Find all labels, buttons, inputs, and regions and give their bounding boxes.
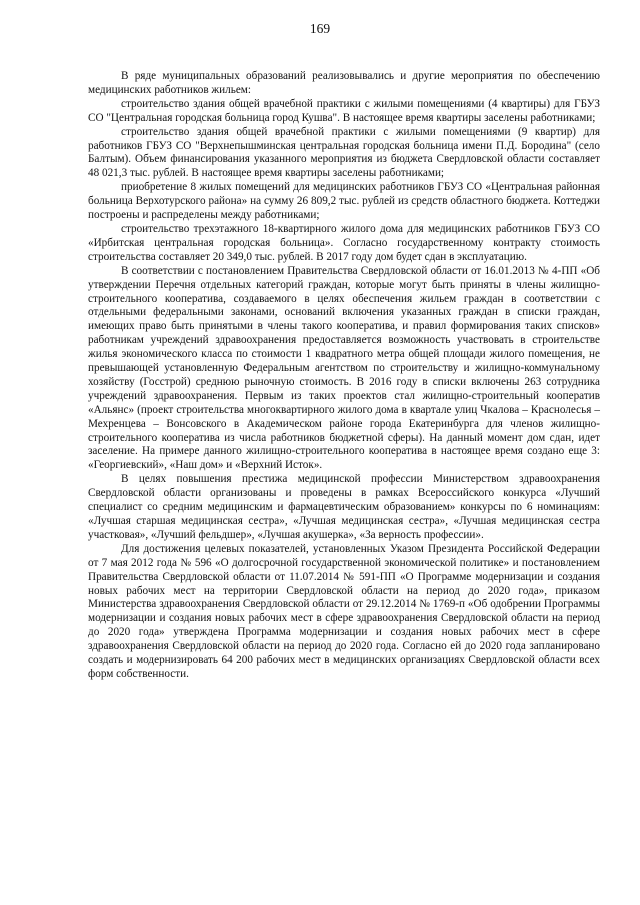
paragraph-kushva: строительство здания общей врачебной практики с жилыми помещениями (4 квартиры) для ГБУЗ СО "Центральная городская больница город Кушва". В настоящее время квартиры заселены работниками;: [88, 97, 600, 124]
paragraph-verkhoturye: приобретение 8 жилых помещений для медицинских работников ГБУЗ СО «Центральная районная больница Верхотурского района» на сумму 26 809,2 тыс. рублей из средств областного бюджета. Коттеджи построены и распределены между работниками;: [88, 181, 600, 222]
paragraph-housing-cooperative: В соответствии с постановлением Правительства Свердловской области от 16.01.2013 № 4-ПП «Об утверждении Перечня отдельных категорий граждан, которые могут быть приняты в члены жилищно-строительного кооператива, создаваемого в целях обеспечения жильем граждан в соответствии с отдельными федеральными законами, оснований включения указанных граждан в списки граждан, имеющих право быть принятыми в члены такого кооператива, и правил формирования таких списков» работникам учреждений здравоохранения предоставляется возможность участвовать в строительстве жилья экономического класса по стоимости 1 квадратного метра общей площади жилого помещения, не превышающей установленную Федеральным агентством по строительству и жилищно-коммунальному хозяйству (Госстрой) среднюю рыночную стоимость. В 2016 году в списки включены 263 сотрудника учреждений здравоохранения. Первым из таких проектов стал жилищно-строительный кооператив «Альянс» (проект строительства многоквартирного жилого дома в квартале улиц Чкалова – Краснолесья – Мехренцева – Вонсовского в Академическом районе города Екатеринбурга для членов жилищно-строительного кооператива из числа работников бюджетной сферы). На данный момент дом сдан, идет заселение. На примере данного жилищно-строительного кооператива в настоящее время создано еще 3: «Георгиевский», «Наш дом» и «Верхний Исток».: [88, 264, 600, 472]
paragraph-intro: В ряде муниципальных образований реализовывались и другие мероприятия по обеспечению медицинских работников жильем:: [88, 70, 600, 96]
paragraph-workplaces: Для достижения целевых показателей, установленных Указом Президента Российской Федерации от 7 мая 2012 года № 596 «О долгосрочной государственной экономической политике» и постановлением Правительства Свердловской области от 11.07.2014 № 591-ПП «О Программе модернизации и создания новых рабочих мест на территории Свердловской области на период до 2020 года», приказом Министерства здравоохранения Свердловской области от 29.12.2014 № 1769-п «Об одобрении Программы модернизации и создания новых рабочих мест в сфере здравоохранения Свердловской области на период до 2020 года» утверждена Программа модернизации и создания новых рабочих мест в сфере здравоохранения Свердловской области на период до 2020 года. Согласно ей до 2020 года запланировано создать и модернизировать 64 200 рабочих мест в медицинских организациях Свердловской области всех форм собственности.: [88, 542, 600, 680]
paragraph-baltym: строительство здания общей врачебной практики с жилыми помещениями (9 квартир) для работников ГБУЗ СО "Верхнепышминская центральная городская больница имени П.Д. Бородина" (село Балтым). Объем финансирования указанного мероприятия из бюджета Свердловской области составляет 48 021,3 тыс. рублей. В настоящее время квартиры заселены работниками;: [88, 125, 600, 180]
document-body: [88, 70, 600, 682]
page-number: 169: [309, 21, 331, 36]
paragraph-competition: В целях повышения престижа медицинской профессии Министерством здравоохранения Свердловской области организованы и проведены в рамках Всероссийского конкурса «Лучший специалист со средним медицинским и фармацевтическим образованием» конкурсы по 6 номинациям: «Лучшая старшая медицинская сестра», «Лучшая медицинская сестра», «Лучшая медицинская сестра участковая», «Лучший фельдшер», «Лучшая акушерка», «За верность профессии».: [88, 473, 600, 541]
paragraph-irbit: строительство трехэтажного 18-квартирного жилого дома для медицинских работников ГБУЗ СО «Ирбитская центральная городская больница». Согласно государственному контракту стоимость строительства составляет 20 349,0 тыс. рублей. В 2017 году дом будет сдан в эксплуатацию.: [88, 222, 600, 263]
